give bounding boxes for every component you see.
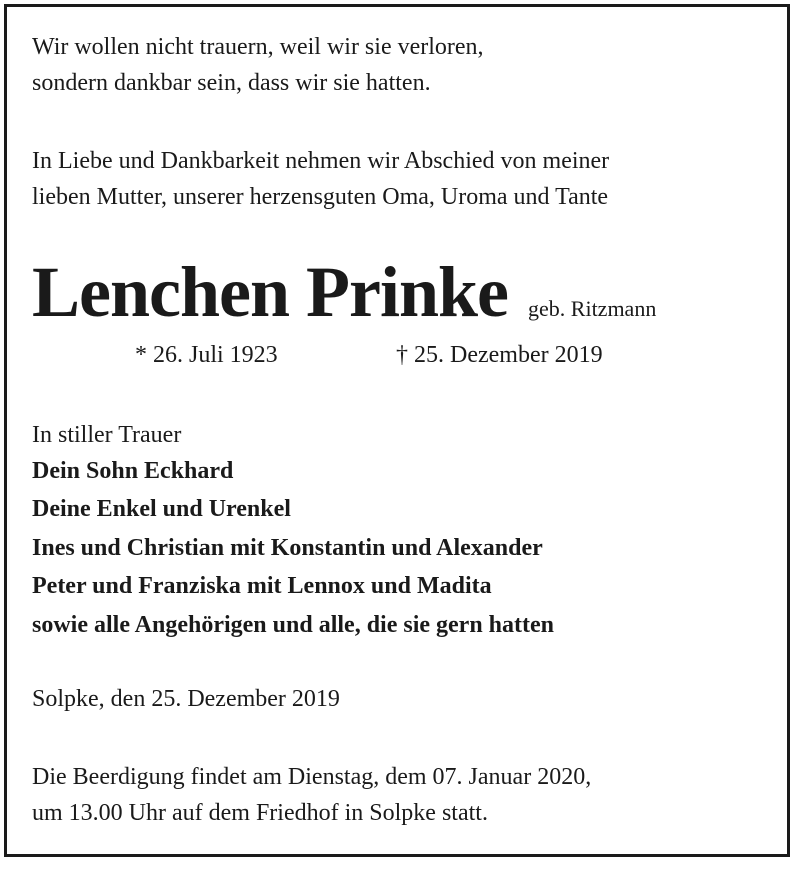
intro-line-1: In Liebe und Dankbarkeit nehmen wir Abschied von meiner [32,148,610,174]
motto-line-2: sondern dankbar sein, dass wir sie hatten. [32,70,431,96]
mourner-line: Deine Enkel und Urenkel [32,496,291,522]
death-date: † 25. Dezember 2019 [396,342,603,368]
funeral-line-1: Die Beerdigung findet am Dienstag, dem 07. Januar 2020, [32,764,592,790]
mourner-line: Ines und Christian mit Konstantin und Alexander [32,535,543,561]
place-date: Solpke, den 25. Dezember 2019 [32,686,340,712]
mourner-line: Dein Sohn Eckhard [32,458,234,484]
deceased-name: Lenchen Prinke [32,252,509,332]
intro-line-2: lieben Mutter, unserer herzensguten Oma, Uroma und Tante [32,184,609,210]
deceased-name-row [32,252,656,332]
mourner-line: sowie alle Angehörigen und alle, die sie gern hatten [32,612,554,638]
mourners-heading: In stiller Trauer [32,422,182,448]
maiden-name: geb. Ritzmann [528,296,657,321]
mourner-line: Peter und Franziska mit Lennox und Madita [32,573,492,599]
birth-date: * 26. Juli 1923 [135,342,278,368]
motto-line-1: Wir wollen nicht trauern, weil wir sie verloren, [32,34,484,60]
funeral-line-2: um 13.00 Uhr auf dem Friedhof in Solpke statt. [32,800,488,826]
